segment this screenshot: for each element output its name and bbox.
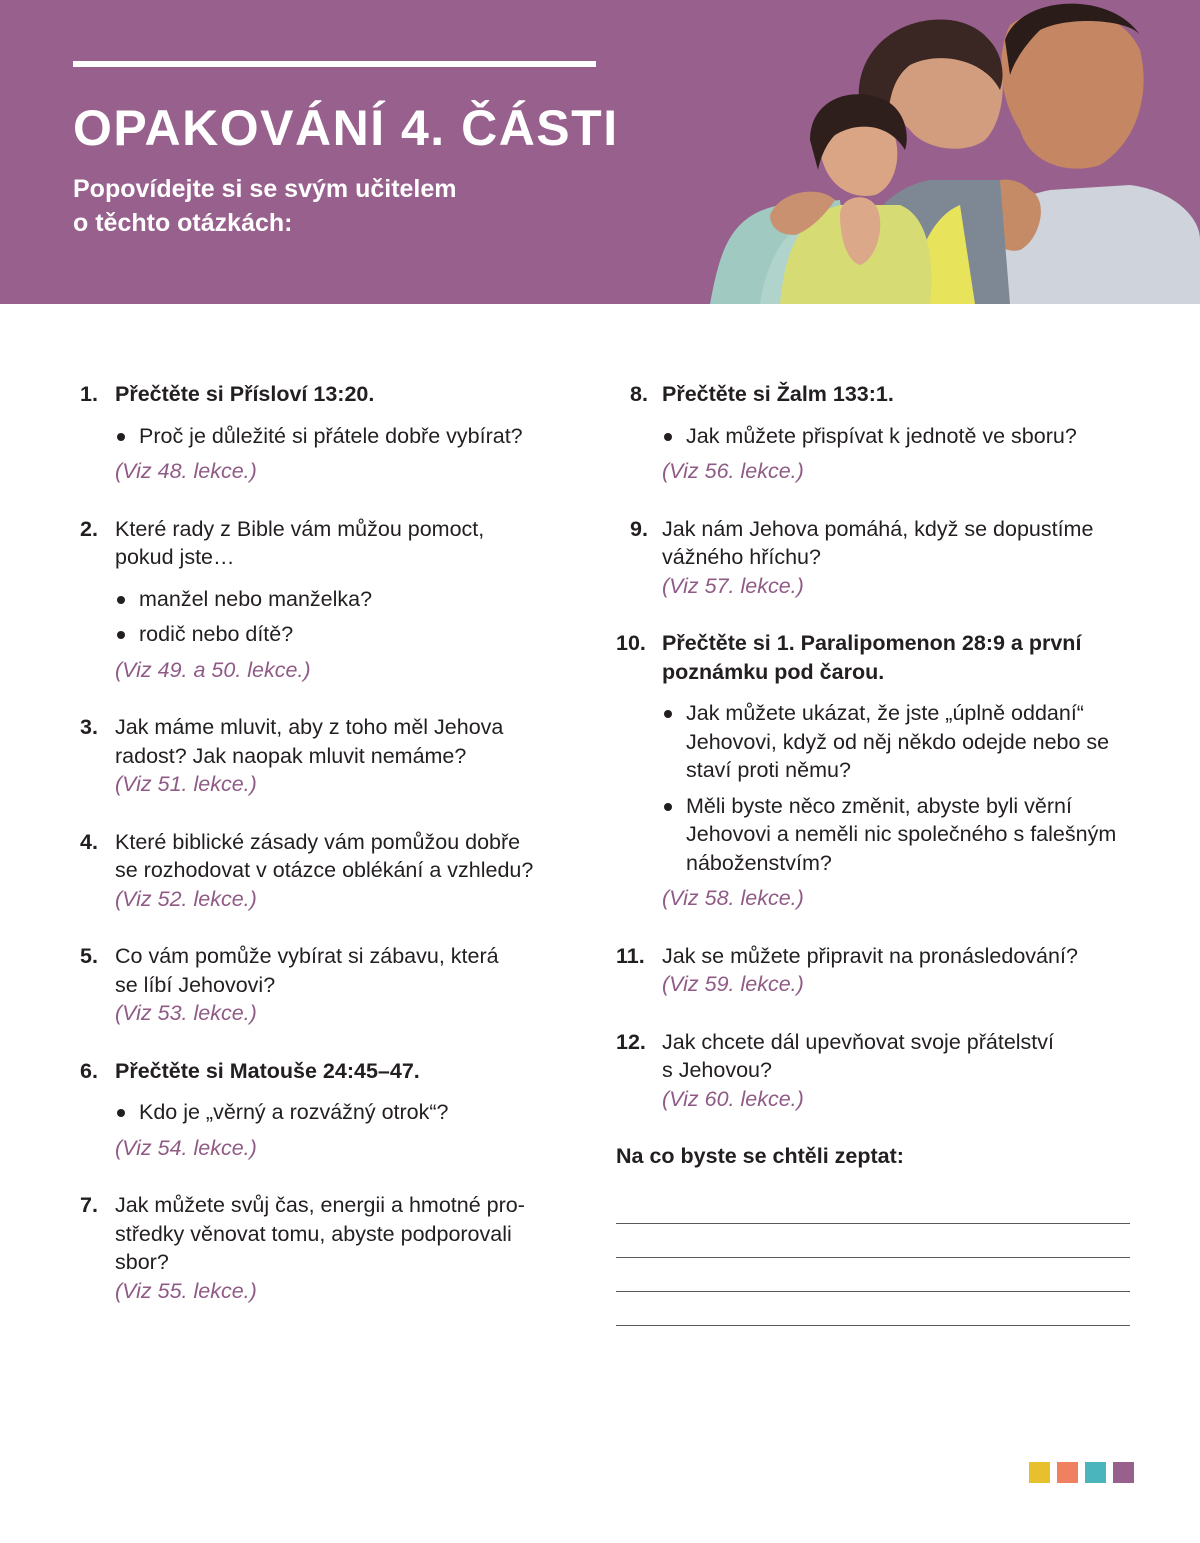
question-line: Přečtěte si 1. Paralipomenon 28:9 a první (662, 631, 1082, 655)
question-line: Co vám pomůže vybírat si zábavu, která (115, 944, 499, 968)
lesson-reference: (Viz 56. lekce.) (662, 459, 804, 483)
question-text (115, 1057, 580, 1086)
question-text (115, 1191, 580, 1277)
question-item (616, 380, 1146, 486)
question-item (80, 515, 580, 685)
question-number: 12. (616, 1029, 646, 1054)
lesson-reference: (Viz 51. lekce.) (115, 772, 257, 796)
question-item (80, 828, 580, 914)
question-item (616, 629, 1146, 913)
bullet-item: Proč je důležité si přátele dobře vybírat? (115, 422, 580, 451)
question-line: pokud jste… (115, 545, 235, 569)
question-number: 7. (80, 1193, 98, 1217)
question-number: 4. (80, 829, 98, 854)
header-banner (0, 0, 1200, 304)
question-text (115, 828, 580, 885)
question-line: středky věnovat tomu, abyste podporovali (115, 1221, 512, 1246)
question-number: 1. (80, 382, 98, 406)
bullet-list (115, 422, 580, 451)
page-subtitle (73, 172, 457, 240)
question-line: Přečtěte si Matouše 24:45–47. (115, 1058, 420, 1083)
question-text (662, 942, 1146, 971)
question-line: Jak máme mluvit, aby z toho měl Jehova (115, 715, 504, 739)
swatch-coral (1057, 1462, 1078, 1483)
question-line: Které rady z Bible vám můžou pomoct, (115, 516, 485, 541)
question-text (115, 380, 580, 409)
question-text (115, 713, 580, 770)
bullet-item: Jak můžete přispívat k jednotě ve sboru? (662, 422, 1146, 451)
answer-line[interactable] (616, 1190, 1130, 1224)
bullet-list (115, 1098, 580, 1127)
lesson-reference: (Viz 49. a 50. lekce.) (115, 657, 311, 682)
question-line: radost? Jak naopak mluvit nemáme? (115, 743, 467, 768)
questions-column-left (80, 380, 580, 1334)
question-text (115, 942, 580, 999)
question-number: 9. (630, 516, 648, 541)
lesson-reference: (Viz 58. lekce.) (662, 886, 804, 910)
lesson-reference: (Viz 52. lekce.) (115, 886, 257, 911)
lesson-reference: (Viz 55. lekce.) (115, 1278, 257, 1303)
question-line: Které biblické zásady vám pomůžou dobře (115, 829, 521, 854)
answer-line[interactable] (616, 1292, 1130, 1326)
question-line: vážného hříchu? (662, 545, 821, 569)
question-item (80, 380, 580, 486)
question-line: Jak chcete dál upevňovat svoje přátelství (662, 1029, 1054, 1054)
bullet-list (662, 699, 1146, 877)
question-number: 8. (630, 382, 648, 406)
question-line: s Jehovou? (662, 1058, 772, 1082)
question-line: Jak se můžete připravit na pronásledování? (662, 943, 1078, 968)
swatch-purple (1113, 1462, 1134, 1483)
question-text (662, 629, 1146, 686)
lesson-reference: (Viz 53. lekce.) (115, 1001, 257, 1025)
question-line: Jak můžete svůj čas, energii a hmotné pro- (115, 1193, 525, 1217)
bullet-item: Měli byste něco změnit, abyste byli věrní Jehovovi a neměli nic společného s falešným náboženstvím? (662, 792, 1146, 878)
bullet-item: Jak můžete ukázat, že jste „úplně oddaní“ Jehovovi, když od něj někdo odejde nebo se staví proti němu? (662, 699, 1146, 785)
question-line: Jak nám Jehova pomáhá, když se dopustíme (662, 516, 1094, 541)
question-item (80, 1057, 580, 1163)
question-number: 11. (616, 943, 645, 968)
bullet-item: rodič nebo dítě? (115, 620, 580, 649)
swatch-yellow (1029, 1462, 1050, 1483)
color-swatches (1029, 1462, 1134, 1483)
subtitle-line: Popovídejte si se svým učitelem (73, 175, 457, 203)
bullet-list (662, 422, 1146, 451)
question-item (80, 942, 580, 1028)
question-line: sbor? (115, 1250, 169, 1274)
lesson-reference: (Viz 48. lekce.) (115, 459, 257, 483)
question-number: 3. (80, 715, 98, 739)
lesson-reference: (Viz 59. lekce.) (662, 972, 804, 996)
swatch-teal (1085, 1462, 1106, 1483)
question-line: poznámku pod čarou. (662, 659, 885, 684)
question-number: 10. (616, 631, 646, 655)
question-number: 2. (80, 516, 98, 541)
question-item (616, 1028, 1146, 1114)
question-text (662, 515, 1146, 572)
question-line: se líbí Jehovovi? (115, 972, 276, 997)
question-line: Přečtěte si Přísloví 13:20. (115, 382, 375, 406)
bullet-item: manžel nebo manželka? (115, 585, 580, 614)
question-item (80, 713, 580, 799)
answer-line[interactable] (616, 1258, 1130, 1292)
bullet-list (115, 585, 580, 649)
question-line: Přečtěte si Žalm 133:1. (662, 382, 894, 406)
question-number: 5. (80, 944, 98, 968)
question-text (115, 515, 580, 572)
question-line: se rozhodovat v otázce oblékání a vzhledu? (115, 858, 534, 882)
bullet-item: Kdo je „věrný a rozvážný otrok“? (115, 1098, 580, 1127)
answer-line[interactable] (616, 1224, 1130, 1258)
questions-column-right (616, 380, 1146, 1326)
family-praying-illustration (700, 0, 1200, 304)
subtitle-line: o těchto otázkách: (73, 209, 293, 237)
lesson-reference: (Viz 60. lekce.) (662, 1086, 804, 1111)
question-item (80, 1191, 580, 1305)
question-item (616, 515, 1146, 601)
question-text (662, 1028, 1146, 1085)
question-number: 6. (80, 1058, 98, 1083)
header-rule (73, 61, 596, 67)
ask-heading: Na co byste se chtěli zeptat: (616, 1144, 904, 1168)
question-text (662, 380, 1146, 409)
page-title: OPAKOVÁNÍ 4. ČÁSTI (73, 100, 619, 156)
lesson-reference: (Viz 57. lekce.) (662, 573, 804, 598)
answer-lines (616, 1190, 1130, 1326)
question-item (616, 942, 1146, 999)
lesson-reference: (Viz 54. lekce.) (115, 1135, 257, 1160)
